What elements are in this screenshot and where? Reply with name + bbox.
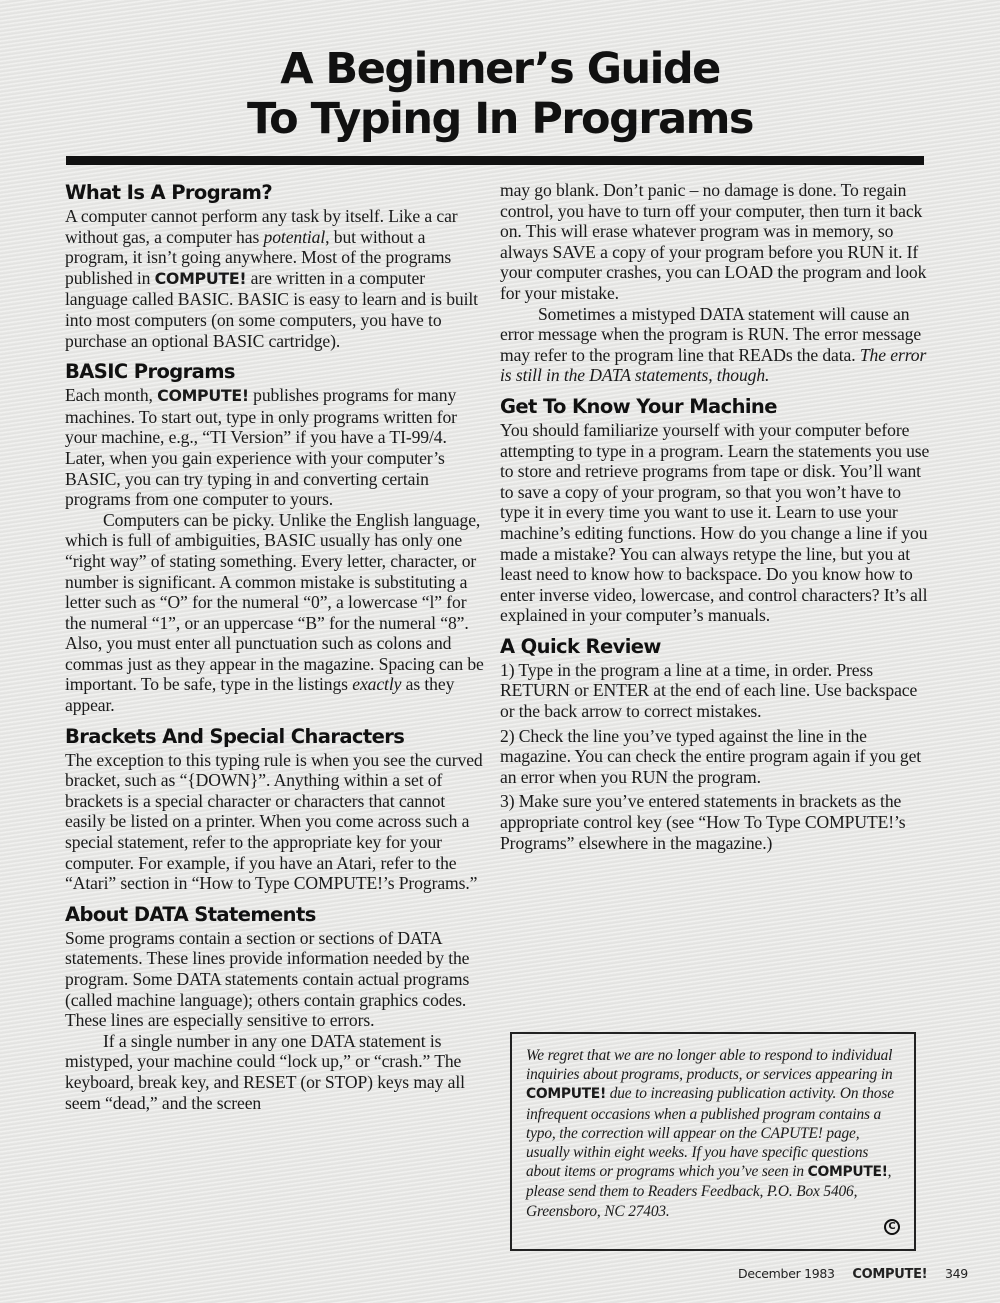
section-basic-programs <box>65 359 489 716</box>
section-heading: BASIC Programs <box>65 360 235 384</box>
paragraph-continued: If a single number in any one DATA statement is mistyped, your machine could “lock up,” or “crash.” The keyboard, break key, and RESET (or STOP) keys may all seem “dead,” and the screen <box>65 1030 465 1113</box>
review-item: 2) Check the line you’ve typed against the line in the magazine. You can check the entire program again if you get an error when you RUN the program. <box>500 725 922 787</box>
section-what-is-a-program <box>65 180 489 351</box>
emphasis: exactly <box>352 674 402 695</box>
reader-notice-box <box>510 1032 916 1251</box>
paragraph <box>65 385 489 510</box>
section-know-your-machine <box>500 394 930 626</box>
text-run: publishes programs for many machines. To start out, type in only programs written for your machine, e.g., “TI Version” if you have a TI-99/4. Later, when you gain experience with your computer’s BASIC, you can try typing in and converting certain programs from one computer to yours. <box>65 385 457 510</box>
text-run: Each month, <box>65 385 158 406</box>
review-item: 3) Make sure you’ve entered statements in brackets as the appropriate control key (see “How To Type COMPUTE!’s Programs” elsewhere in the magazine.) <box>500 791 906 853</box>
text-run: as they appear. <box>65 674 455 716</box>
review-item: 1) Type in the program a line at a time, in order. Press RETURN or ENTER at the end of each line. Use backspace or the back arrow to correct mistakes. <box>500 659 918 722</box>
page-footer <box>738 1266 982 1282</box>
text-run: We regret that we are no longer able to respond to individual inquiries about programs, products, or services appearing in <box>526 1047 893 1084</box>
brand-name: COMPUTE! <box>157 386 249 406</box>
section-brackets <box>65 724 489 894</box>
section-data-statements <box>65 902 489 1113</box>
section-heading: A Quick Review <box>500 634 661 658</box>
text-run: , please send them to Readers Feedback, P.O. Box 5406, Greensboro, NC 27403. <box>526 1163 892 1220</box>
right-column <box>500 180 930 853</box>
text-run: , but without a program, it isn’t going anywhere. Most of the programs published in <box>65 226 452 288</box>
section-heading: What Is A Program? <box>65 181 273 204</box>
emphasis: potential <box>263 226 326 247</box>
notice-text <box>526 1046 902 1221</box>
brand-name: COMPUTE! <box>807 1164 888 1181</box>
paragraph: The exception to this typing rule is when you see the curved bracket, such as “{DOWN}”. Anything within a set of brackets is a special character or characters that cannot easily be listed on a printer. When you come across such a special statement, refer to the appropriate key for your computer. For example, if you have an Atari, refer to the “Atari” section in “How to Type COMPUTE!’s Programs.” <box>65 749 483 894</box>
brand-name: COMPUTE! <box>526 1086 606 1103</box>
article-title <box>0 44 1000 144</box>
issue-date: December 1983 <box>738 1266 835 1281</box>
text-run: are written in a computer language called BASIC. BASIC is easy to learn and is built into most computers (on some computers, you have to purchase an optional BASIC cartridge). <box>65 267 478 351</box>
left-column <box>65 180 489 1113</box>
section-heading: Brackets And Special Characters <box>65 724 405 748</box>
paragraph: Some programs contain a section or sections of DATA statements. These lines provide information needed by the program. Some DATA statements contain actual programs (called machine language); others contain graphics codes. These lines are especially sensitive to errors. <box>65 927 470 1031</box>
text-run: Sometimes a mistyped DATA statement will cause an error message when the program is RUN. The error message may refer to the program line that READs the data. <box>500 303 922 365</box>
title-rule-divider <box>66 156 924 165</box>
title-line-1: A Beginner’s Guide <box>280 44 720 94</box>
paragraph: You should familiarize yourself with your computer before attempting to type in a program. Learn the statements you use to store and retrieve programs from tape or disk. You’ll want to save a copy of your program, so that you won’t have to type it in every time you want to use it. Learn to use your machine’s editing functions. How do you change a line if you made a mistake? You can always retype the line, but you at least need to know how to backspace. Do you know how to enter inverse video, lowercase, and control characters? It’s all explained in your computer’s manuals. <box>500 419 930 626</box>
title-line-2: To Typing In Programs <box>246 94 754 144</box>
section-heading: About DATA Statements <box>65 902 316 926</box>
emphasis: The error is still in the DATA statements, though. <box>500 344 927 386</box>
section-quick-review <box>500 634 930 853</box>
paragraph <box>65 206 489 351</box>
brand-name: COMPUTE! <box>154 268 247 288</box>
text-run: due to increasing publication activity. On those infrequent occasions when a published program contains a typo, the correction will appear on the CAPUTE! page, usually within eight weeks. If you have specific questions about items or programs which you’ve seen in <box>526 1085 894 1181</box>
copyright-logo-icon: C <box>884 1219 900 1235</box>
paragraph <box>65 510 489 716</box>
page-number: 349 <box>944 1266 968 1281</box>
magazine-name: COMPUTE! <box>852 1267 928 1282</box>
text-run: A computer cannot perform any task by itself. Like a car without gas, a computer has <box>65 206 458 247</box>
text-run: Computers can be picky. Unlike the English language, which is full of ambiguities, BASIC usually has only one “right way” of stating something. Every letter, character, or number is significant. A common mistake is substituting a letter such as “O” for the numeral “0”, a lowercase “l” for the numeral “1”, or an uppercase “B” for the numeral “8”. Also, you must enter all punctuation such as colons and commas just as they appear in the magazine. Spacing can be important. To be safe, type in the listings <box>65 509 484 695</box>
paragraph <box>500 304 930 386</box>
section-heading: Get To Know Your Machine <box>500 394 777 418</box>
paragraph-continuation: may go blank. Don’t panic – no damage is done. To regain control, you have to turn off your computer, then turn it back on. This will erase whatever program was in memory, so always SAVE a copy of your program before you RUN it. If your computer crashes, you can LOAD the program and look for your mistake. <box>500 180 927 303</box>
